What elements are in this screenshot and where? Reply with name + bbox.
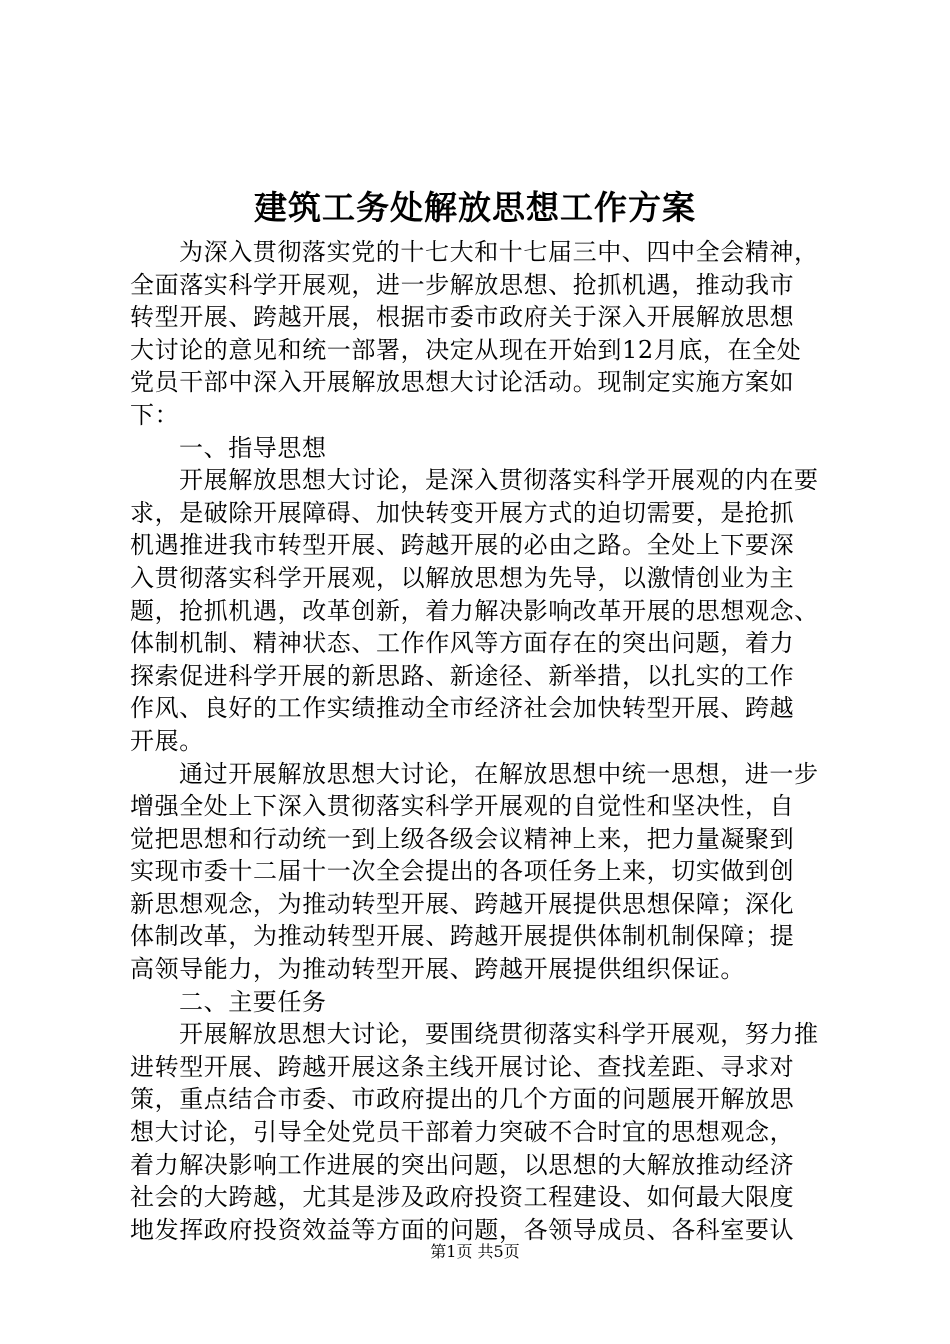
text-line: 通过开展解放思想大讨论，在解放思想中统一思想，进一步: [179, 759, 819, 788]
text-line: 作风、良好的工作实绩推动全市经济社会加快转型开展、跨越: [130, 694, 795, 723]
text-line: 策，重点结合市委、市政府提出的几个方面的问题展开解放思: [130, 1085, 795, 1114]
text-line: 体制改革，为推动转型开展、跨越开展提供体制机制保障；提: [130, 922, 795, 951]
text-line: 开展解放思想大讨论，是深入贯彻落实科学开展观的内在要: [179, 466, 819, 495]
page-footer: 第1页 共5页: [430, 1242, 520, 1261]
text-line: 新思想观念，为推动转型开展、跨越开展提供思想保障；深化: [130, 889, 795, 918]
text-line: 探索促进科学开展的新思路、新途径、新举措，以扎实的工作: [130, 661, 795, 690]
text-line: 想大讨论，引导全处党员干部着力突破不合时宜的思想观念，: [130, 1118, 795, 1147]
text-line: 进转型开展、跨越开展这条主线开展讨论、查找差距、寻求对: [130, 1052, 795, 1081]
document-body: [130, 236, 836, 1246]
text-line: 着力解决影响工作进展的突出问题，以思想的大解放推动经济: [130, 1150, 795, 1179]
text-line: 二、主要任务: [179, 987, 327, 1016]
text-line: 求，是破除开展障碍、加快转变开展方式的迫切需要，是抢抓: [130, 498, 795, 527]
text-line: 为深入贯彻落实党的十七大和十七届三中、四中全会精神，: [179, 238, 819, 266]
text-line: 社会的大跨越，尤其是涉及政府投资工程建设、如何最大限度: [130, 1183, 795, 1212]
text-line: 机遇推进我市转型开展、跨越开展的必由之路。全处上下要深: [130, 531, 795, 560]
text-line: 转型开展、跨越开展，根据市委市政府关于深入开展解放思想: [130, 303, 795, 332]
text-line: 大讨论的意见和统一部署，决定从现在开始到12月底，在全处: [130, 335, 802, 364]
text-line: 全面落实科学开展观，进一步解放思想、抢抓机遇，推动我市: [130, 270, 795, 299]
text-line: 党员干部中深入开展解放思想大讨论活动。现制定实施方案如: [130, 368, 795, 397]
text-line: 入贯彻落实科学开展观，以解放思想为先导，以激情创业为主: [130, 563, 795, 592]
text-line: 高领导能力，为推动转型开展、跨越开展提供组织保证。: [130, 955, 745, 984]
text-line: 下：: [130, 400, 180, 429]
text-line: 觉把思想和行动统一到上级各级会议精神上来，把力量凝聚到: [130, 824, 795, 853]
text-line: 增强全处上下深入贯彻落实科学开展观的自觉性和坚决性，自: [130, 792, 795, 821]
text-line: 题，抢抓机遇，改革创新，着力解决影响改革开展的思想观念、: [130, 596, 819, 625]
text-line: 地发挥政府投资效益等方面的问题，各领导成员、各科室要认: [130, 1215, 795, 1244]
text-line: 体制机制、精神状态、工作作风等方面存在的突出问题，着力: [130, 629, 795, 658]
text-line: 一、指导思想: [179, 433, 327, 462]
text-line: 实现市委十二届十一次全会提出的各项任务上来，切实做到创: [130, 857, 795, 886]
document-title: 建筑工务处解放思想工作方案: [254, 188, 696, 227]
text-line: 开展。: [130, 726, 204, 755]
text-line: 开展解放思想大讨论，要围绕贯彻落实科学开展观，努力推: [179, 1020, 819, 1049]
